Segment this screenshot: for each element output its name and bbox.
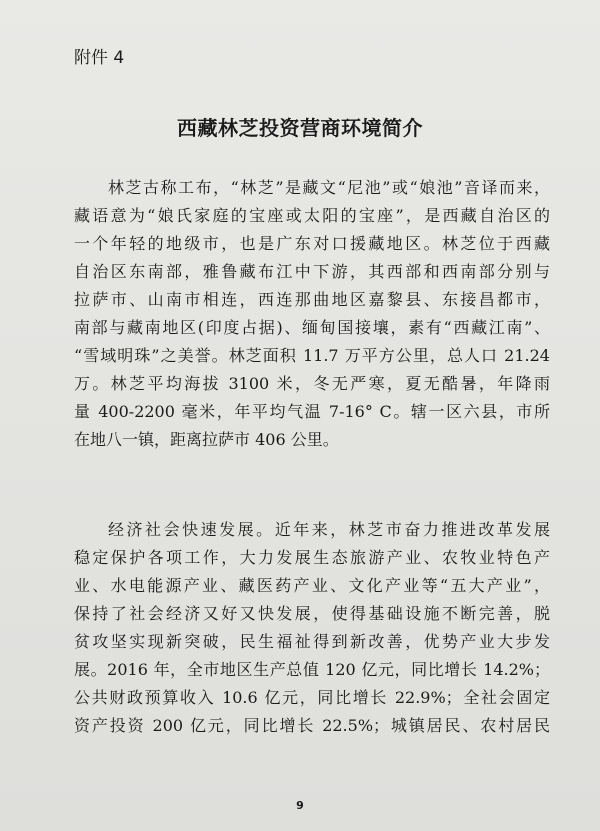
- text-line: 在地八一镇，距离拉萨市 406 公里。: [74, 430, 339, 449]
- text-line: 保持了社会经济又好又快发展，使得基础设施不断完善，脱: [74, 604, 550, 623]
- text-line: 量 400-2200 毫米，年平均气温 7-16° C。辖一区六县，市所: [74, 402, 550, 421]
- document-title: 西藏林芝投资营商环境简介: [177, 116, 423, 140]
- text-line: “雪域明珠”之美誉。林芝面积 11.7 万平方公里，总人口 21.24: [74, 346, 550, 365]
- page-number: 9: [296, 799, 304, 812]
- text-line: 资产投资 200 亿元，同比增长 22.5%；城镇居民、农村居民: [74, 716, 550, 735]
- text-line: 公共财政预算收入 10.6 亿元，同比增长 22.9%；全社会固定: [74, 688, 550, 707]
- text-line: 南部与藏南地区(印度占据)、缅甸国接壤，素有“西藏江南”、: [74, 318, 550, 337]
- text-line: 藏语意为“娘氏家庭的宝座或太阳的宝座”，是西藏自治区的: [74, 206, 550, 225]
- paragraph-economy: [74, 516, 550, 740]
- text-line: 拉萨市、山南市相连，西连那曲地区嘉黎县、东接昌都市，: [74, 290, 550, 309]
- paragraph-overview: [74, 174, 550, 454]
- text-line: 一个年轻的地级市，也是广东对口援藏地区。林芝位于西藏: [74, 234, 550, 253]
- text-line: 业、水电能源产业、藏医药产业、文化产业等“五大产业”，: [74, 576, 550, 595]
- text-line: 经济社会快速发展。近年来，林芝市奋力推进改革发展: [108, 520, 550, 539]
- text-line: 展。2016 年，全市地区生产总值 120 亿元，同比增长 14.2%；: [74, 660, 550, 679]
- text-line: 贫攻坚实现新突破，民生福祉得到新改善，优势产业大步发: [74, 632, 550, 651]
- text-line: 自治区东南部，雅鲁藏布江中下游，其西部和西南部分别与: [74, 262, 550, 281]
- text-line: 稳定保护各项工作，大力发展生态旅游产业、农牧业特色产: [74, 548, 550, 567]
- text-line: 万。林芝平均海拔 3100 米，冬无严寒，夏无酷暑，年降雨: [74, 374, 550, 393]
- attachment-label: 附件 4: [74, 48, 125, 68]
- text-line: 林芝古称工布，“林芝”是藏文“尼池”或“娘池”音译而来，: [108, 178, 550, 197]
